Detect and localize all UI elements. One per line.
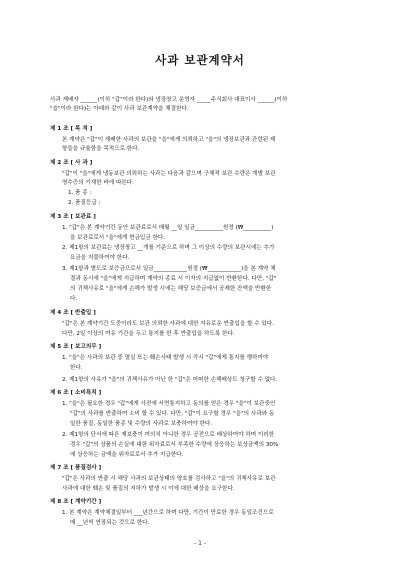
section-line: 3. 제1항과 별도로 보증금으로서 일금____________원정 (₩____________)을 본 계약 체 — [62, 266, 276, 272]
section-line: 1. "갑"은 본 계약기간 동안 보관료로서 매월 __일 일금__________원정 (₩__________) — [62, 225, 274, 231]
section-line: 요금을 지불하여야 한다. — [70, 255, 130, 261]
section-line: 1. "을"은 사과의 보관 중 멸실 또는 훼손사태 발생 시 즉시 "갑"에게 통지를 행하여야 — [62, 355, 269, 361]
section-heading: 제 3 조 [ 보관료 ] — [50, 214, 96, 220]
section-heading: 제 4 조 [ 반출입 ] — [50, 310, 96, 316]
section-line: 2. 제1항의 보관료는 냉장창고 __개를 기준으로 하며 그 이상의 수량의 보관시에는 추가 — [62, 245, 275, 251]
section-heading: 제 2 조 [ 사 과 ] — [50, 160, 93, 166]
section-line: 항들을 규율함을 목적으로 한다. — [62, 146, 140, 152]
intro-line: 사과 재배자 ______(이하 "갑"이라 한다)와 냉장창고 운영자 _____주식회사 대표이사 ______(이하 — [50, 97, 288, 103]
section-line: 매 __년씩 연장되는 것으로 한다. — [70, 520, 150, 526]
section-line: "갑"이 "을"에게 냉동보관 의뢰하는 사과는 다음과 같으며 구체적 보관 수량은 개별 보관 — [62, 171, 276, 177]
intro-line: "을"이라 한다)는 아래와 같이 사과 보관계약을 체결한다. — [50, 106, 189, 112]
section-line: 에 상응하는 금액을 위자료로서 추가 지급한다. — [70, 452, 184, 458]
section-line: 경우 "갑"의 상품의 손실에 대한 위자료로서 부족한 수량에 상응하는 보상금액의 30% — [70, 442, 279, 448]
section-line: 다만, 2일 이상의 여유 기간을 두고 통지를 한 후 반출입을 하도록 한다. — [62, 331, 235, 337]
section-heading: 제 6 조 [ 소비특칙 ] — [50, 390, 102, 396]
section-line: 2. 품질등급 : — [68, 200, 101, 206]
page-number: - 1 - — [194, 540, 206, 547]
section-line: 영수증의 기재한 바에 따른다. — [62, 180, 134, 186]
section-line: "갑"은 본 계약기간 도중이라도 보관 의뢰한 사과에 대한 자유로운 반출입을 할 수 있다. — [62, 321, 274, 327]
section-line: 한다. — [70, 365, 83, 371]
section-heading: 제 1 조 [ 목 적 ] — [50, 126, 93, 132]
section-line: "갑"의 사과를 반출하여 소비 할 수 있다. 다만, "갑"이 요구할 경우 "을"의 사과와 동 — [70, 411, 275, 417]
section-heading: 제 5 조 [ 보고의무 ] — [50, 344, 102, 350]
section-line: 결과 동시에 "을"에게 지급하며 계약의 종료 시 이자의 지급없이 반환한다. 다만, "갑" — [70, 276, 277, 282]
section-line: 1. "을"은 필요한 경우 "갑"에게 사전에 서면통지하고 동의를 얻은 경우 "을"이 보관중인 — [62, 401, 276, 407]
section-line: 1. 품 종 : — [68, 190, 92, 196]
section-line: 다. — [70, 296, 78, 302]
document-title: 사과 보관계약서 — [155, 53, 245, 67]
section-line: 일한 품질, 동일한 품종 및 수량의 사과로 보충하여야 한다. — [70, 421, 213, 427]
section-heading: 제 8 조 [ 계약기간 ] — [50, 499, 102, 505]
section-line: 을 보관료로서 "을"에게 현금입금 한다. — [70, 235, 166, 241]
section-heading: 제 7 조 [ 품질검사 ] — [50, 465, 102, 471]
section-line: "갑"은 사과의 반출 시 해당 사과의 보관상태의 양호를 검사하고 "을"의 귀책사유로 보관 — [62, 476, 276, 482]
section-line: 2. 제1항의 단서에 따른 재보충이 여의치 아니한 경우 공전으로 배상하여야 하며 이러한 — [62, 432, 275, 438]
section-line: 사과에 대한 훼손 및 품질의 저하가 발생 시 이에 대한 배상을 요구한다. — [62, 486, 235, 492]
section-line: 본 계약은 "갑"이 재배한 사과의 보관을 "을"에게 의뢰하고 "을"의 냉장보관과 관련된 제 — [62, 137, 276, 143]
section-line: 1. 본 계약은 계약체결일부터 ___년간으로 하며 다만, 기간이 만료한 경우 동일조건으로 — [62, 510, 274, 516]
section-line: 2. 제1항의 사유가 "을"의 귀책사유가 아닌 한 "갑"은 어떠한 손해배상도 청구할 수 없다. — [62, 377, 278, 383]
section-line: 의 귀책사유로 "을"에게 손해가 발생 시에는 해당 보증금에서 공제한 잔액을 반환한 — [70, 286, 272, 292]
